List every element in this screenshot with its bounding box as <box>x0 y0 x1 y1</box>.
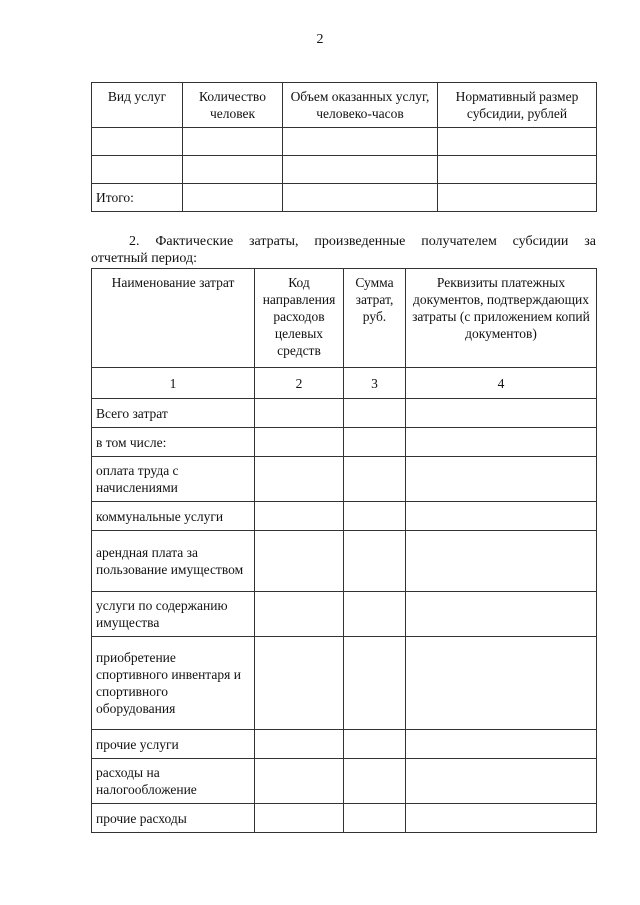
row-label: в том числе: <box>92 428 255 457</box>
table-cell <box>344 804 406 833</box>
row-label: прочие услуги <box>92 730 255 759</box>
header-expense-name: Наименование затрат <box>92 269 255 368</box>
row-label: оплата труда с начислениями <box>92 457 255 502</box>
header-subsidy-amount: Нормативный размер субсидии, рублей <box>438 83 597 128</box>
total-row <box>92 184 597 212</box>
table-cell <box>406 428 597 457</box>
row-label: арендная плата за пользование имуществом <box>92 531 255 592</box>
table-cell <box>255 531 344 592</box>
expenses-table <box>91 268 597 833</box>
paragraph-line-2: отчетный период: <box>91 251 198 266</box>
table-cell <box>255 399 344 428</box>
header-expense-code: Код направления расходов целевых средств <box>255 269 344 368</box>
total-label: Итого: <box>92 184 183 212</box>
table-cell <box>406 399 597 428</box>
table-cell <box>255 759 344 804</box>
table-cell <box>92 128 183 156</box>
table-cell <box>344 428 406 457</box>
row-label: прочие расходы <box>92 804 255 833</box>
table-cell <box>183 184 283 212</box>
services-table <box>91 82 597 212</box>
column-number: 4 <box>406 368 597 399</box>
section-paragraph <box>91 233 596 267</box>
table-cell <box>406 804 597 833</box>
table-row <box>92 730 597 759</box>
expenses-table-header <box>92 269 597 368</box>
column-number: 2 <box>255 368 344 399</box>
header-service-type: Вид услуг <box>92 83 183 128</box>
table-cell <box>406 637 597 730</box>
table-cell <box>255 502 344 531</box>
table-row <box>92 804 597 833</box>
table-cell <box>344 531 406 592</box>
table-row <box>92 759 597 804</box>
column-number: 1 <box>92 368 255 399</box>
table-cell <box>255 592 344 637</box>
table-cell <box>255 637 344 730</box>
table-cell <box>344 457 406 502</box>
table-cell <box>183 128 283 156</box>
table-cell <box>255 804 344 833</box>
table-cell <box>406 730 597 759</box>
table-cell <box>344 759 406 804</box>
table-cell <box>344 730 406 759</box>
table-cell <box>406 502 597 531</box>
table-cell <box>283 128 438 156</box>
table-cell <box>344 637 406 730</box>
table-cell <box>283 156 438 184</box>
row-label: коммунальные услуги <box>92 502 255 531</box>
row-label: расходы на налогообложение <box>92 759 255 804</box>
table-cell <box>438 184 597 212</box>
table-cell <box>406 531 597 592</box>
column-numbers-row <box>92 368 597 399</box>
header-payment-docs: Реквизиты платежных документов, подтверждающих затраты (с приложением копий документов) <box>406 269 597 368</box>
paragraph-line-1: 2. Фактические затраты, произведенные получателем субсидии за <box>129 234 596 249</box>
row-label: приобретение спортивного инвентаря и спортивного оборудования <box>92 637 255 730</box>
table-cell <box>255 730 344 759</box>
page-number: 2 <box>316 32 324 47</box>
table-row <box>92 399 597 428</box>
table-row <box>92 428 597 457</box>
row-label: Всего затрат <box>92 399 255 428</box>
table-cell <box>438 156 597 184</box>
table-cell <box>92 156 183 184</box>
table-cell <box>344 592 406 637</box>
table-row <box>92 502 597 531</box>
table-row <box>92 128 597 156</box>
table-row <box>92 457 597 502</box>
table-cell <box>344 399 406 428</box>
services-table-header <box>92 83 597 128</box>
table-cell <box>183 156 283 184</box>
table-row <box>92 637 597 730</box>
column-number: 3 <box>344 368 406 399</box>
header-service-volume: Объем оказанных услуг, человеко-часов <box>283 83 438 128</box>
table-cell <box>344 502 406 531</box>
header-people-count: Количество человек <box>183 83 283 128</box>
table-cell <box>406 457 597 502</box>
table-cell <box>406 759 597 804</box>
header-expense-sum: Сумма затрат, руб. <box>344 269 406 368</box>
table-cell <box>438 128 597 156</box>
table-cell <box>255 428 344 457</box>
table-row <box>92 531 597 592</box>
table-row <box>92 592 597 637</box>
row-label: услуги по содержанию имущества <box>92 592 255 637</box>
table-cell <box>255 457 344 502</box>
table-cell <box>406 592 597 637</box>
table-row <box>92 156 597 184</box>
table-cell <box>283 184 438 212</box>
